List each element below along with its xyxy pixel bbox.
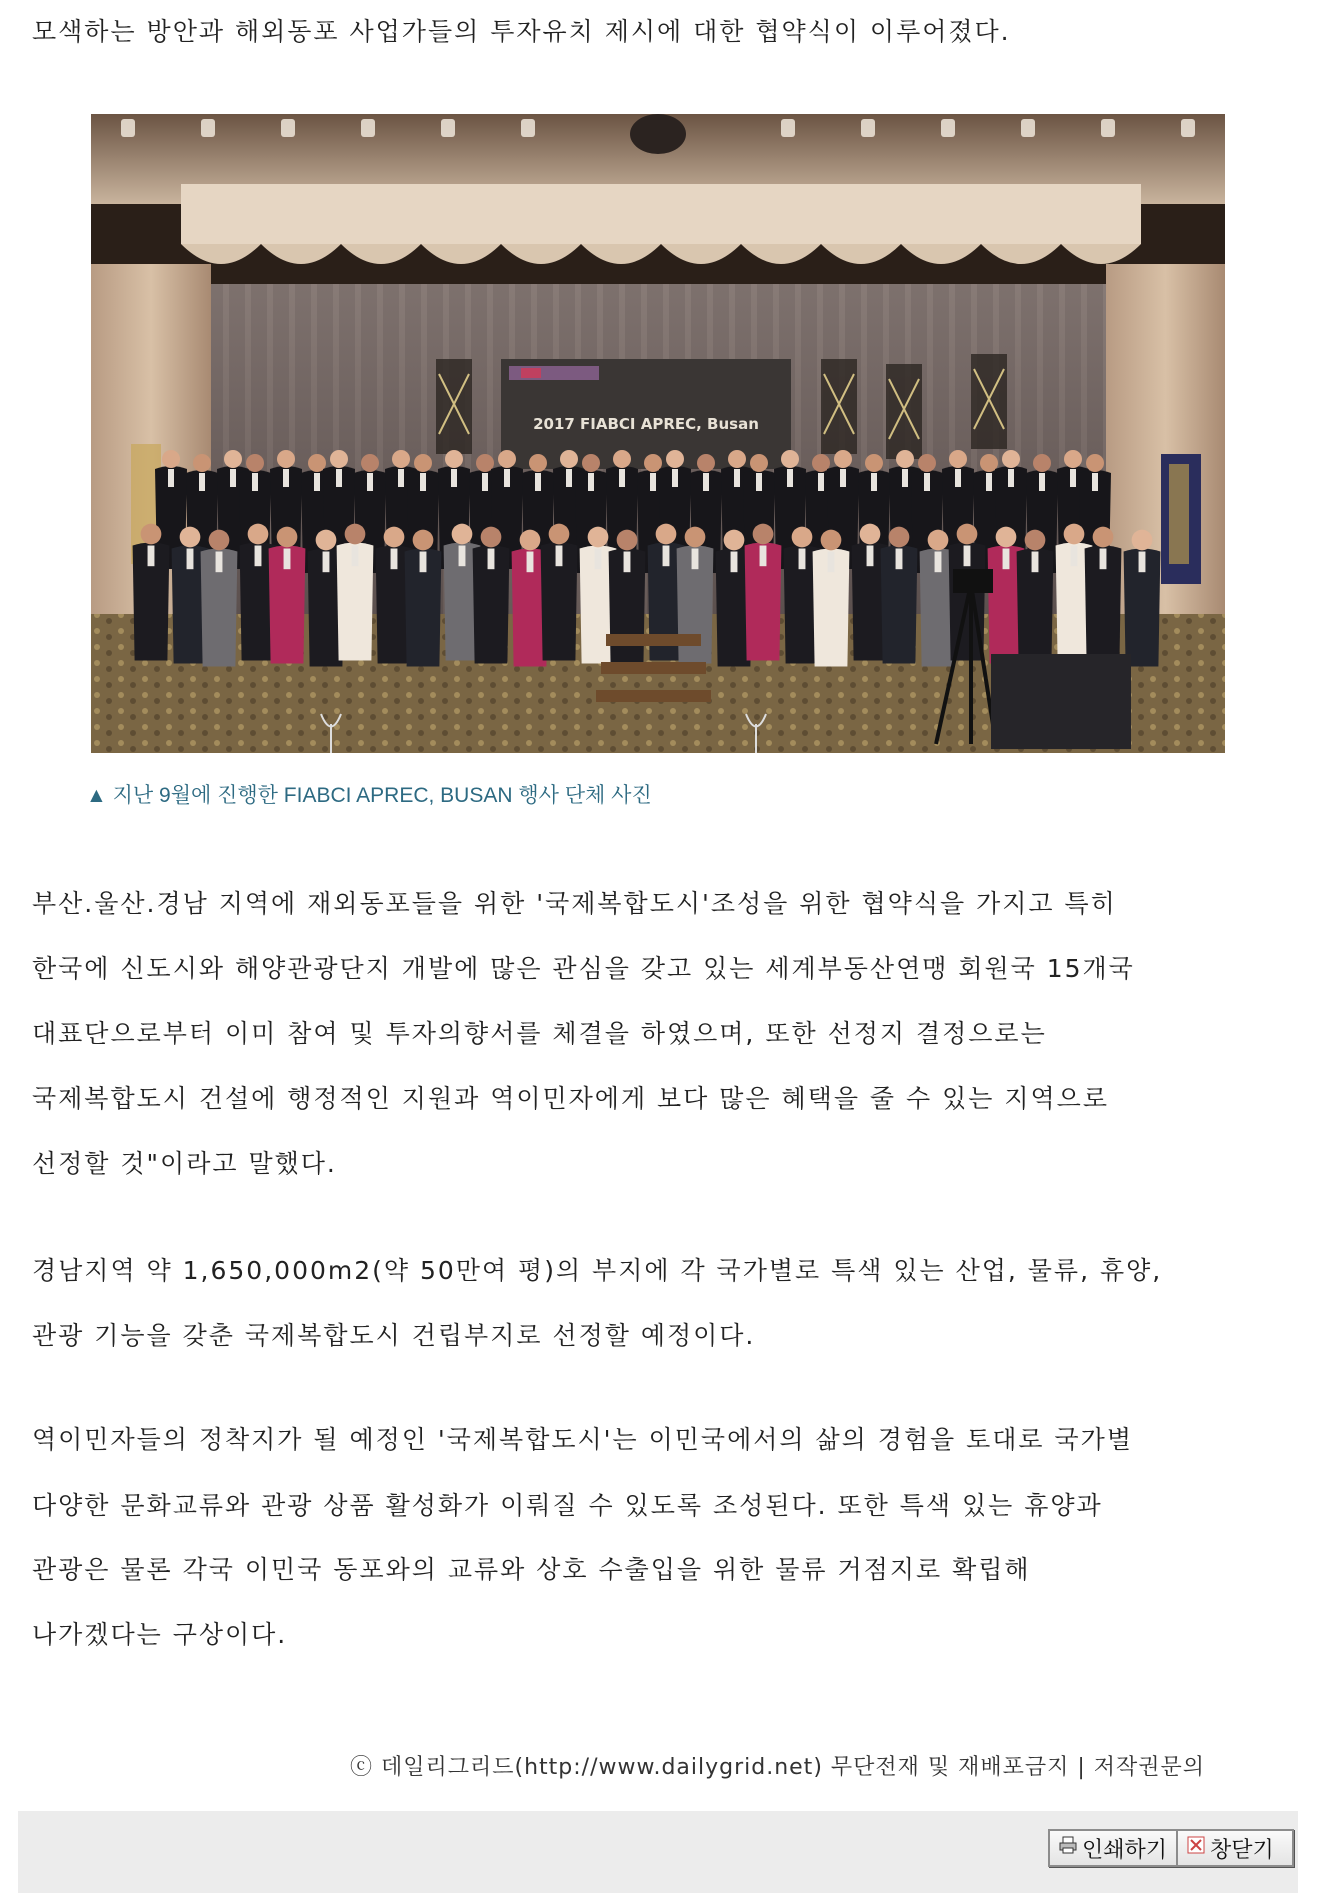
- paragraph-2-line-2: 관광 기능을 갖춘 국제복합도시 건립부지로 선정할 예정이다.: [32, 1321, 756, 1350]
- paragraph-2-line-1: 경남지역 약 1,650,000m2(약 50만여 평)의 부지에 각 국가별로 특색 있는 산업, 물류, 휴양,: [32, 1256, 1163, 1285]
- close-x-icon: [1186, 1835, 1206, 1861]
- photo-caption: ▲ 지난 9월에 진행한 FIABCI APREC, BUSAN 행사 단체 사진: [86, 784, 652, 807]
- close-window-button[interactable]: [1176, 1829, 1294, 1867]
- event-group-photo: [91, 114, 1225, 753]
- paragraph-3-line-4: 나가겠다는 구상이다.: [32, 1620, 288, 1649]
- close-button-label: 창닫기: [1210, 1837, 1274, 1863]
- paragraph-3-line-2: 다양한 문화교류와 관광 상품 활성화가 이뤄질 수 있도록 조성된다. 또한 특색 있는 휴양과: [32, 1491, 1103, 1520]
- paragraph-3-line-1: 역이민자들의 정착지가 될 예정인 '국제복합도시'는 이민국에서의 삶의 경험을 토대로 국가별: [32, 1425, 1133, 1454]
- paragraph-1-line-5: 선정할 것"이라고 말했다.: [32, 1149, 337, 1178]
- intro-line: 모색하는 방안과 해외동포 사업가들의 투자유치 제시에 대한 협약식이 이루어졌다.: [32, 17, 1011, 46]
- print-button-label: 인쇄하기: [1082, 1837, 1168, 1863]
- paragraph-1-line-1: 부산.울산.경남 지역에 재외동포들을 위한 '국제복합도시'조성을 위한 협약식을 가지고 특히: [32, 889, 1117, 918]
- copyright-notice: ⓒ 데일리그리드(http://www.dailygrid.net) 무단전재 및 재배포금지 | 저작권문의: [350, 1755, 1206, 1780]
- printer-icon: [1058, 1835, 1078, 1861]
- paragraph-1-line-3: 대표단으로부터 이미 참여 및 투자의향서를 체결을 하였으며, 또한 선정지 결정으로는: [32, 1019, 1047, 1048]
- paragraph-1-line-2: 한국에 신도시와 해양관광단지 개발에 많은 관심을 갖고 있는 세계부동산연맹 회원국 15개국: [32, 954, 1135, 983]
- bottom-toolbar: [18, 1811, 1298, 1893]
- paragraph-1-line-4: 국제복합도시 건설에 행정적인 지원과 역이민자에게 보다 많은 혜택을 줄 수 있는 지역으로: [32, 1084, 1109, 1113]
- stage-title-text: 2017 FIABCI APREC, Busan: [533, 415, 759, 433]
- paragraph-3-line-3: 관광은 물론 각국 이민국 동포와의 교류와 상호 수출입을 위한 물류 거점지로 확립해: [32, 1555, 1031, 1584]
- print-button[interactable]: [1048, 1829, 1180, 1867]
